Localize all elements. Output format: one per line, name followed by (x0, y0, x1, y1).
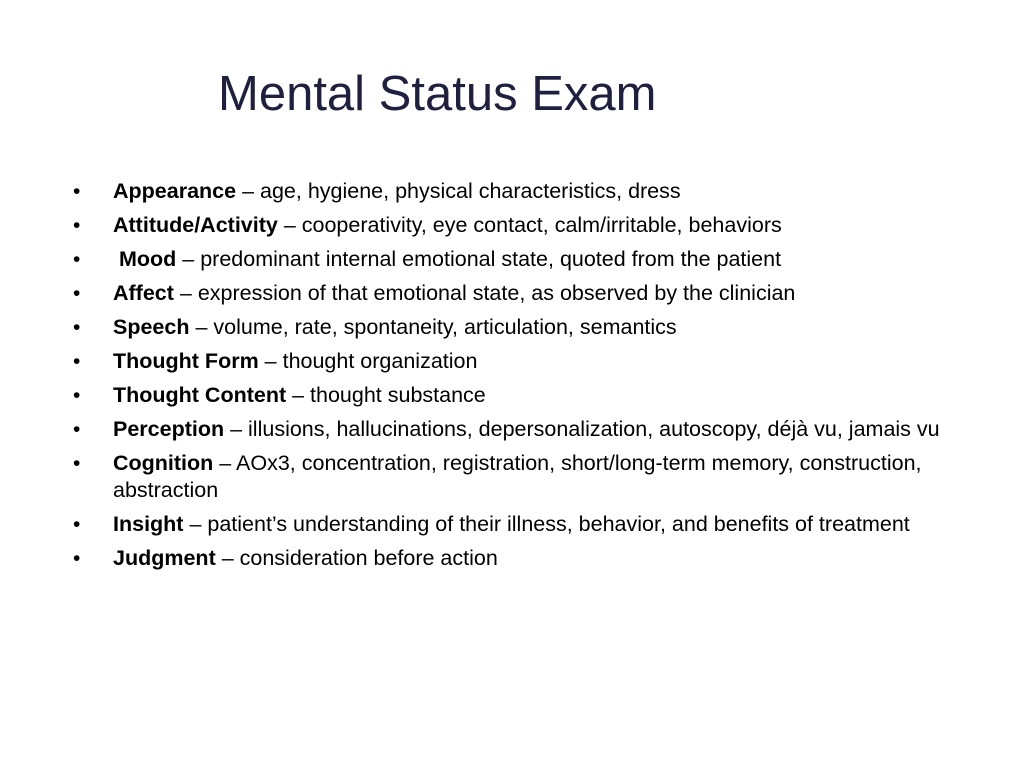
item-description: – AOx3, concentration, registration, short/long-term memory, construction, abstraction (113, 451, 922, 502)
item-description: – patient’s understanding of their illness, behavior, and benefits of treatment (183, 512, 910, 536)
bullet-icon: • (73, 452, 81, 475)
bullet-icon: • (73, 384, 81, 407)
item-description: – age, hygiene, physical characteristics, dress (236, 179, 681, 203)
list-item (0, 246, 1024, 273)
list-item (0, 450, 1024, 504)
item-term: Insight (113, 512, 184, 536)
bullet-icon: • (73, 248, 81, 271)
bullet-icon: • (73, 316, 81, 339)
item-term: Appearance (113, 179, 237, 203)
item-term: Mood (113, 247, 177, 271)
bullet-icon: • (73, 214, 81, 237)
bullet-icon: • (73, 180, 81, 203)
item-description: – expression of that emotional state, as observed by the clinician (173, 281, 796, 305)
bullet-list (0, 178, 1024, 579)
bullet-icon: • (73, 418, 81, 441)
item-term: Thought Form (113, 349, 259, 373)
list-item (0, 416, 1024, 443)
list-item (0, 280, 1024, 307)
item-description: – consideration before action (215, 546, 498, 570)
item-term: Cognition (113, 451, 214, 475)
item-term: Perception (113, 417, 225, 441)
list-item (0, 511, 1024, 538)
item-description: – cooperativity, eye contact, calm/irritable, behaviors (277, 213, 782, 237)
item-description: – illusions, hallucinations, depersonalization, autoscopy, déjà vu, jamais vu (224, 417, 940, 441)
bullet-icon: • (73, 282, 81, 305)
list-item (0, 178, 1024, 205)
item-term: Thought Content (113, 383, 287, 407)
slide-title: Mental Status Exam (218, 67, 657, 121)
item-description: – thought organization (258, 349, 478, 373)
item-term: Speech (113, 315, 190, 339)
bullet-icon: • (73, 547, 81, 570)
list-item (0, 314, 1024, 341)
bullet-icon: • (73, 513, 81, 536)
item-description: – predominant internal emotional state, quoted from the patient (176, 247, 782, 271)
item-term: Attitude/Activity (113, 213, 278, 237)
list-item (0, 545, 1024, 572)
item-term: Judgment (113, 546, 216, 570)
bullet-icon: • (73, 350, 81, 373)
item-description: – volume, rate, spontaneity, articulation, semantics (189, 315, 677, 339)
list-item (0, 382, 1024, 409)
list-item (0, 212, 1024, 239)
item-term: Affect (113, 281, 174, 305)
item-description: – thought substance (286, 383, 486, 407)
list-item (0, 348, 1024, 375)
